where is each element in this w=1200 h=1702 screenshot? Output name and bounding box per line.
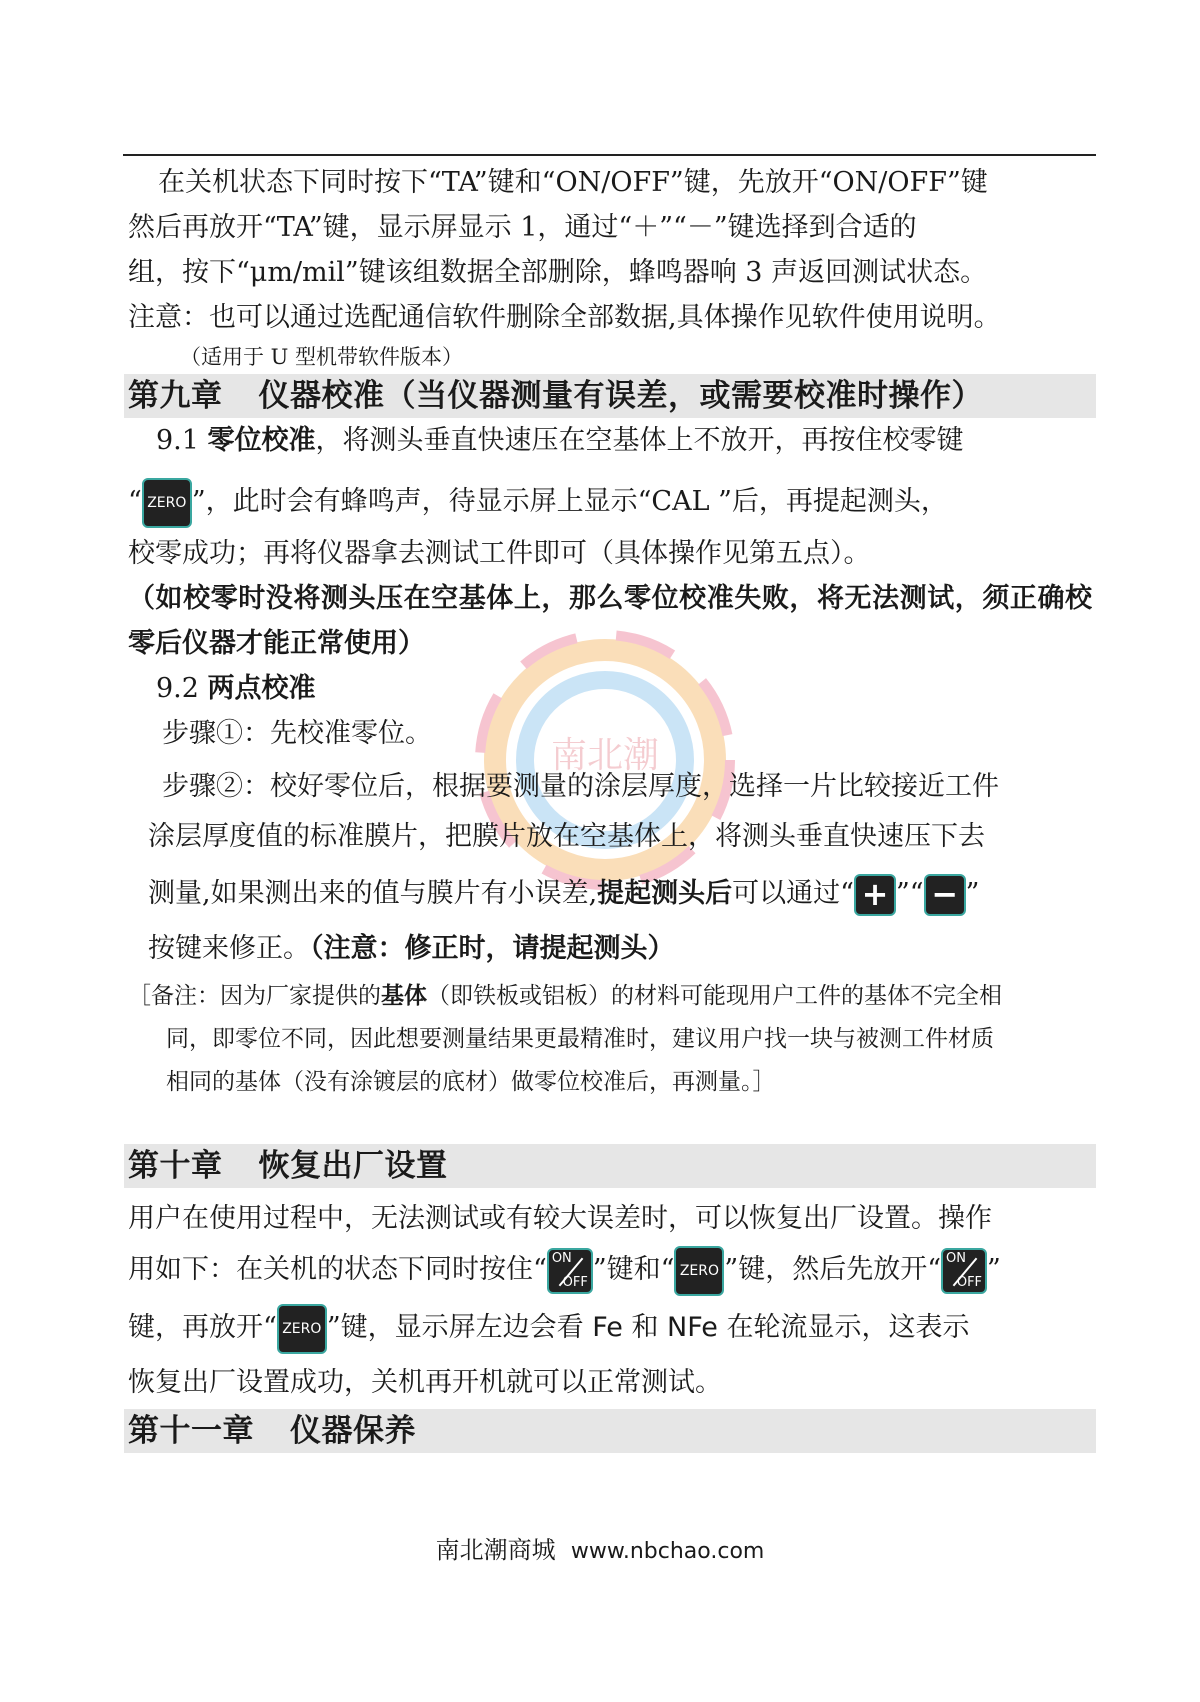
step-2-line4: 按键来修正。（注意：修正时，请提起测头） [148,933,675,964]
paragraph-line: 在关机状态下同时按下“TA”键和“ON/OFF”键，先放开“ON/OFF”键 [158,167,988,198]
section-9-1-title: 零位校准 [207,425,316,456]
step-1: 步骤①：先校准零位。 [162,718,432,749]
step-2-line1: 步骤②：校好零位后，根据要测量的涂层厚度，选择一片比较接近工件 [162,771,999,802]
minus-key-icon: − [924,874,966,916]
section-9-2-title: 9.2 两点校准 [156,673,316,704]
on-off-key-icon: ON OFF [547,1248,593,1294]
footer-url[interactable]: www.nbchao.com [570,1539,765,1564]
footer-site: 南北潮商城 [435,1536,556,1564]
section-9-1-line2: “ ZERO ”，此时会有蜂鸣声，待显示屏上显示“CAL ”后，再提起测头， [128,473,1092,531]
paragraph-line: 注意：也可以通过选配通信软件删除全部数据,具体操作见软件使用说明。 [128,302,1001,333]
section-9-1-intro: 9.1 零位校准，将测头垂直快速压在空基体上不放开，再按住校零键 [156,425,964,456]
step-2-line3: 测量,如果测出来的值与膜片有小误差,提起测头后可以通过“ + ”“ − ” [128,865,1092,923]
chapter-10-line4: 恢复出厂设置成功，关机再开机就可以正常测试。 [128,1367,722,1398]
chapter-10-heading: 第十章 恢复出厂设置 [124,1144,1096,1188]
header-rule [123,154,1096,156]
remark: ［备注：因为厂家提供的基体（即铁板或铝板）的材料可能现用户工件的基体不完全相 同，即零位不同，因此想要测量结果更最精准时，建议用户找一块与被测工件材质 相同的基体（没有涂镀层的底材）做零位校准后，再测量。］ [128,983,1002,1095]
svg-text:南北潮: 南北潮 [550,735,660,776]
plus-key-icon: + [854,874,896,916]
page-content [128,160,1092,1453]
calibration-warning: （如校零时没将测头压在空基体上，那么零位校准失败，将无法测试，须正确校零后仪器才能正常使用） [128,583,1092,659]
version-note: （适用于 U 型机带软件版本） [180,345,464,369]
paragraph-line: 组，按下“μm/mil”键该组数据全部删除，蜂鸣器响 3 声返回测试状态。 [128,257,988,288]
chapter-9-heading: 第九章 仪器校准（当仪器测量有误差，或需要校准时操作） [124,374,1096,418]
chapter-10-line1: 用户在使用过程中，无法测试或有较大误差时，可以恢复出厂设置。操作 [128,1203,992,1234]
chapter-10-line3: 键，再放开“ ZERO ”键，显示屏左边会看 Fe 和 NFe 在轮流显示，这表示 [128,1299,1092,1357]
paragraph-line: 然后再放开“TA”键，显示屏显示 1，通过“＋”“－”键选择到合适的 [128,212,917,243]
section-9-1-line3: 校零成功；再将仪器拿去测试工件即可（具体操作见第五点）。 [128,538,871,569]
zero-key-icon: ZERO [674,1246,724,1296]
chapter-11-heading: 第十一章 仪器保养 [124,1409,1096,1453]
zero-key-icon: ZERO [277,1304,327,1354]
page-footer [0,1530,1200,1565]
zero-key-icon: ZERO [142,478,192,528]
on-off-key-icon: ON OFF [941,1248,987,1294]
chapter-10-line2: 用如下：在关机的状态下同时按住“ ON OFF ”键和“ ZERO ”键，然后先放开“ ON OFF ” [128,1241,1092,1299]
step-2-line2: 涂层厚度值的标准膜片，把膜片放在空基体上，将测头垂直快速压下去 [148,821,985,852]
